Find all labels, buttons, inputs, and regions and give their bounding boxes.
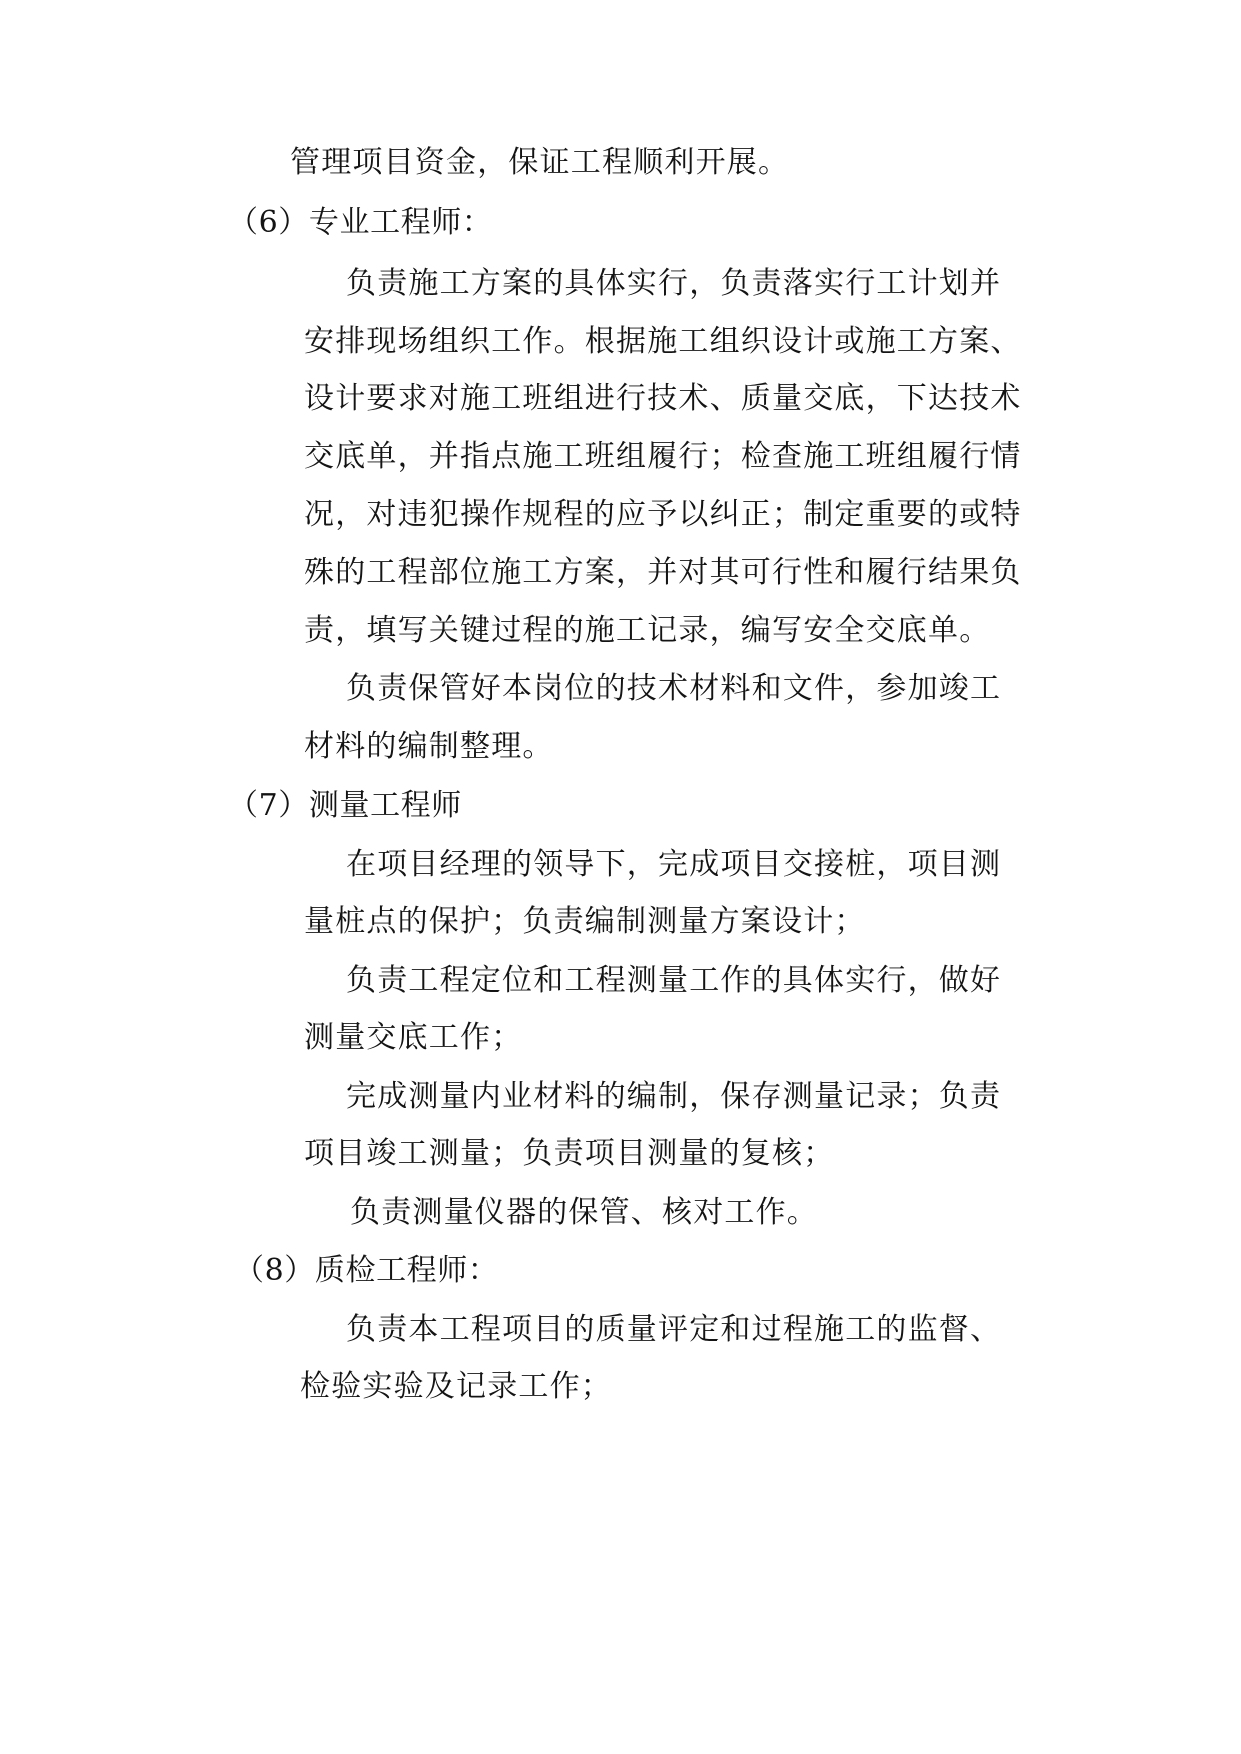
paragraph-line: 项目竣工测量；负责项目测量的复核； (304, 1136, 835, 1171)
paragraph-line: 材料的编制整理。 (304, 729, 554, 764)
paragraph-line: 负责测量仪器的保管、核对工作。 (350, 1195, 818, 1230)
paragraph-line: 检验实验及记录工作； (300, 1369, 612, 1404)
paragraph-line: 测量交底工作； (304, 1020, 523, 1055)
paragraph-line: 负责工程定位和工程测量工作的具体实行，做好 (346, 963, 1002, 998)
paragraph-line: 管理项目资金，保证工程顺利开展。 (290, 145, 790, 180)
paragraph-line: 完成测量内业材料的编制，保存测量记录；负责 (346, 1079, 1002, 1114)
paragraph-line: 负责施工方案的具体实行，负责落实行工计划并 (346, 266, 1002, 301)
paragraph-line: 况，对违犯操作规程的应予以纠正；制定重要的或特 (304, 497, 1022, 532)
paragraph-line: 负责保管好本岗位的技术材料和文件，参加竣工 (346, 671, 1002, 706)
paragraph-line: 安排现场组织工作。根据施工组织设计或施工方案、 (304, 324, 1022, 359)
section-heading-6: （6）专业工程师： (228, 205, 493, 240)
paragraph-line: 设计要求对施工班组进行技术、质量交底，下达技术 (304, 381, 1022, 416)
paragraph-line: 量桩点的保护；负责编制测量方案设计； (304, 904, 866, 939)
section-heading-8: （8）质检工程师： (234, 1253, 499, 1288)
paragraph-line: 负责本工程项目的质量评定和过程施工的监督、 (346, 1312, 1002, 1347)
paragraph-line: 责，填写关键过程的施工记录，编写安全交底单。 (304, 613, 991, 648)
paragraph-line: 交底单，并指点施工班组履行；检查施工班组履行情 (304, 439, 1022, 474)
section-heading-7: （7）测量工程师 (228, 788, 462, 823)
paragraph-line: 殊的工程部位施工方案，并对其可行性和履行结果负 (304, 555, 1022, 590)
paragraph-line: 在项目经理的领导下，完成项目交接桩，项目测 (346, 847, 1002, 882)
